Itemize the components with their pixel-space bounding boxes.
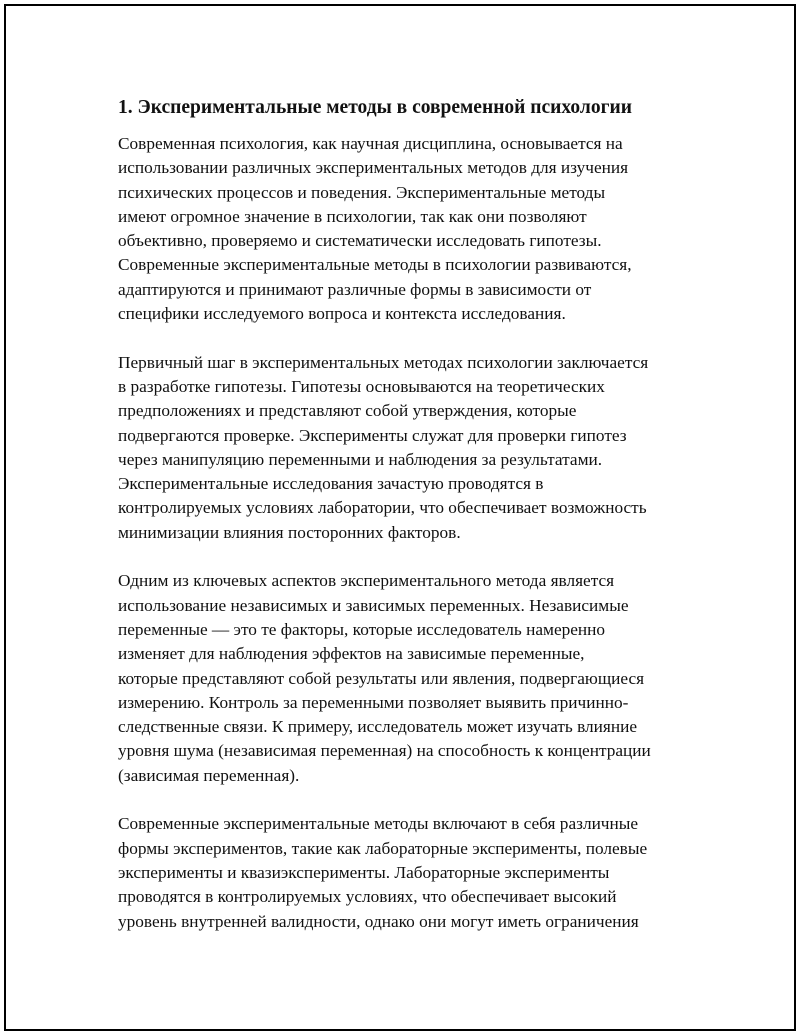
text-line: изменяет для наблюдения эффектов на зависимые переменные, — [118, 644, 585, 664]
text-line: Современные экспериментальные методы в психологии развиваются, — [118, 255, 632, 275]
text-line: уровня шума (независимая переменная) на способность к концентрации — [118, 741, 651, 761]
text-line: эксперименты и квазиэксперименты. Лабораторные эксперименты — [118, 862, 610, 882]
text-line: формы экспериментов, такие как лабораторные эксперименты, полевые — [118, 838, 648, 858]
text-line: Первичный шаг в экспериментальных методах психологии заключается — [118, 352, 649, 372]
text-line: (зависимая переменная). — [118, 765, 300, 785]
paragraph-3 — [118, 569, 693, 788]
text-line: в разработке гипотезы. Гипотезы основываются на теоретических — [118, 376, 605, 396]
text-line: психических процессов и поведения. Экспериментальные методы — [118, 182, 606, 202]
text-line: контролируемых условиях лаборатории, что обеспечивает возможность — [118, 498, 647, 518]
text-line: Одним из ключевых аспектов экспериментального метода является — [118, 571, 615, 591]
document-body — [118, 96, 693, 958]
text-line: специфики исследуемого вопроса и контекста исследования. — [118, 304, 566, 324]
text-line: через манипуляцию переменными и наблюдения за результатами. — [118, 449, 603, 469]
text-line: использование независимых и зависимых переменных. Независимые — [118, 595, 629, 615]
text-line: адаптируются и принимают различные формы в зависимости от — [118, 279, 592, 299]
text-line: которые представляют собой результаты или явления, подвергающиеся — [118, 668, 645, 688]
text-line: Экспериментальные исследования зачастую проводятся в — [118, 474, 544, 494]
paragraph-4 — [118, 812, 693, 933]
text-line: переменные — это те факторы, которые исследователь намеренно — [118, 619, 606, 639]
text-line: следственные связи. К примеру, исследователь может изучать влияние — [118, 717, 638, 737]
text-line: минимизации влияния посторонних факторов. — [118, 522, 461, 542]
text-line: уровень внутренней валидности, однако они могут иметь ограничения — [118, 911, 639, 931]
text-line: имеют огромное значение в психологии, так как они позволяют — [118, 206, 587, 226]
text-line: Современные экспериментальные методы включают в себя различные — [118, 814, 639, 834]
text-line: Современная психология, как научная дисциплина, основывается на — [118, 134, 623, 153]
section-heading: 1. Экспериментальные методы в современной психологии — [118, 97, 632, 118]
paragraph-1 — [118, 132, 693, 326]
text-line: предположениях и представляют собой утверждения, которые — [118, 401, 577, 421]
text-line: подвергаются проверке. Эксперименты служат для проверки гипотез — [118, 425, 627, 445]
paragraph-2 — [118, 351, 693, 545]
text-line: измерению. Контроль за переменными позволяет выявить причинно- — [118, 692, 629, 712]
text-line: использовании различных экспериментальных методов для изучения — [118, 158, 629, 178]
text-line: объективно, проверяемо и систематически исследовать гипотезы. — [118, 231, 602, 251]
text-line: проводятся в контролируемых условиях, что обеспечивает высокий — [118, 887, 617, 907]
